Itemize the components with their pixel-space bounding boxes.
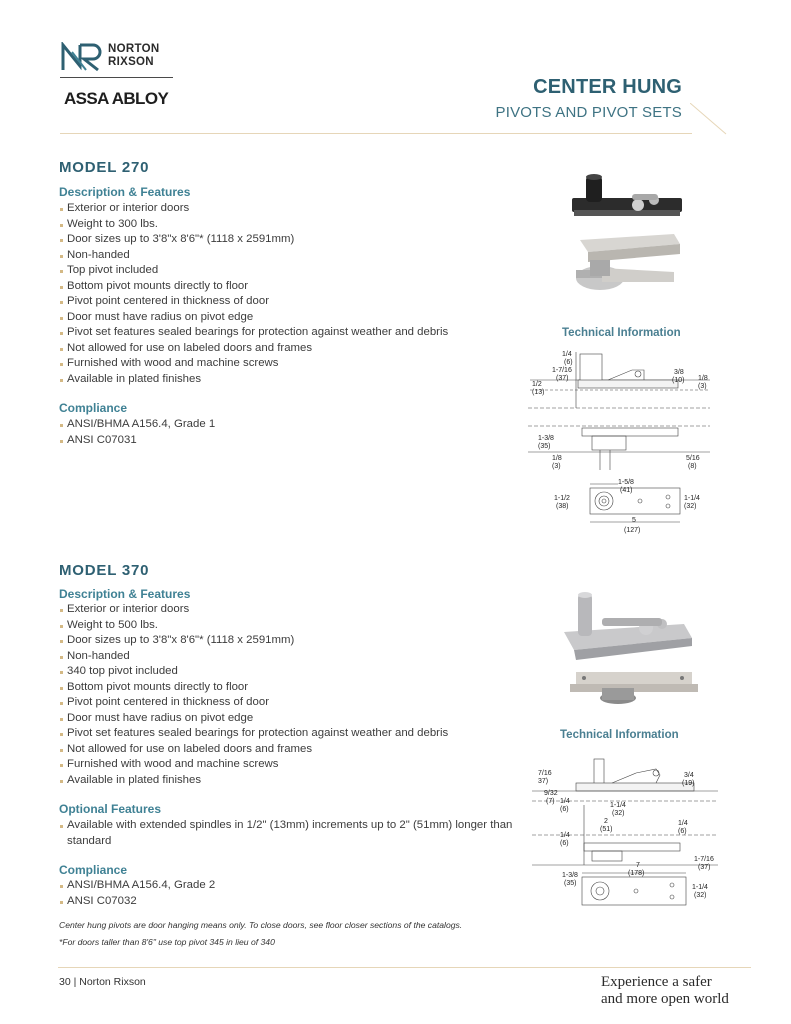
list-item: Door sizes up to 3'8"x 8'6"* (1118 x 2591mm) — [59, 633, 448, 649]
logo-word-rixson: RIXSON — [108, 56, 154, 68]
list-item: Not allowed for use on labeled doors and frames — [59, 341, 448, 357]
list-item: Pivot set features sealed bearings for protection against weather and debris — [59, 325, 448, 341]
dim-label: (32) — [612, 810, 625, 817]
dim-label: 7/16 — [538, 770, 552, 777]
model-270-description-heading: Description & Features — [59, 185, 191, 199]
list-item: Top pivot included — [59, 263, 448, 279]
model-270-compliance-heading: Compliance — [59, 401, 128, 415]
dim-label: (35) — [538, 443, 551, 450]
list-item: 340 top pivot included — [59, 664, 448, 680]
footer-tagline — [601, 974, 729, 1008]
dim-label: 3/4 — [684, 772, 694, 779]
assa-abloy-logo: ASSA ABLOY — [64, 89, 169, 108]
footnote-tall-doors: *For doors taller than 8'6" use top pivot 345 in lieu of 340 — [59, 937, 275, 947]
tagline-line-1: Experience a safer — [601, 974, 712, 990]
model-270-product-photo — [562, 170, 687, 300]
page-subtitle: PIVOTS AND PIVOT SETS — [495, 104, 682, 121]
dim-label: 5 — [632, 517, 636, 524]
list-item: Available in plated finishes — [59, 372, 448, 388]
list-item: Pivot point centered in thickness of door — [59, 294, 448, 310]
footnote-closers: Center hung pivots are door hanging means only. To close doors, see floor closer sections of the catalogs. — [59, 920, 463, 930]
dim-label: 2 — [604, 818, 608, 825]
list-item: Not allowed for use on labeled doors and frames — [59, 742, 448, 758]
dim-label: (32) — [684, 503, 697, 510]
dim-label: 9/32 — [544, 790, 558, 797]
model-370-tech-info-title: Technical Information — [560, 729, 679, 741]
list-item: Door must have radius on pivot edge — [59, 310, 448, 326]
model-370-product-photo — [554, 588, 699, 718]
footer-divider — [58, 967, 751, 968]
dim-label: (6) — [678, 828, 687, 835]
dim-label: 1/8 — [552, 455, 562, 462]
dim-label: 1/4 — [678, 820, 688, 827]
dim-label: 3/8 — [674, 369, 684, 376]
header-accent-line — [690, 103, 730, 135]
list-item: Weight to 500 lbs. — [59, 618, 448, 634]
list-item: Weight to 300 lbs. — [59, 217, 448, 233]
dim-label: (51) — [600, 826, 613, 833]
model-270-tech-info-title: Technical Information — [562, 327, 681, 339]
dim-label: 1-1/4 — [692, 884, 708, 891]
logo-wordmark — [108, 43, 159, 69]
header-divider — [60, 133, 692, 134]
dim-label: 37) — [538, 778, 549, 785]
model-270-compliance-list — [59, 417, 215, 448]
list-item: ANSI C07032 — [59, 894, 215, 910]
dim-label: 1-5/8 — [618, 479, 634, 486]
dim-label: (41) — [620, 487, 633, 494]
dim-label: (3) — [698, 383, 707, 390]
model-370-optional-list — [59, 818, 539, 849]
dim-label: (8) — [688, 463, 697, 470]
model-370-compliance-heading: Compliance — [59, 863, 128, 877]
list-item: ANSI/BHMA A156.4, Grade 1 — [59, 417, 215, 433]
dim-label: (6) — [560, 806, 569, 813]
list-item: Pivot set features sealed bearings for protection against weather and debris — [59, 726, 448, 742]
dim-label: (32) — [694, 892, 707, 899]
dim-label: 1-3/8 — [538, 435, 554, 442]
list-item: Bottom pivot mounts directly to floor — [59, 680, 448, 696]
dim-label: 1-1/2 — [554, 495, 570, 502]
dim-label: (37) — [556, 375, 569, 382]
dim-label: 1/2 — [532, 381, 542, 388]
model-270-features-list — [59, 201, 448, 387]
dim-label: (6) — [560, 840, 569, 847]
dim-label: 1-7/16 — [552, 367, 572, 374]
dim-label: 1/4 — [560, 832, 570, 839]
dim-label: 1/4 — [560, 798, 570, 805]
nr-monogram-icon — [60, 42, 106, 72]
dim-label: 1-1/4 — [684, 495, 700, 502]
tagline-line-2: and more open world — [601, 991, 729, 1007]
model-370-title: MODEL 370 — [59, 562, 150, 579]
dim-label: (6) — [564, 359, 573, 366]
list-item: Available in plated finishes — [59, 773, 448, 789]
dim-label: 5/16 — [686, 455, 700, 462]
list-item: Available with extended spindles in 1/2" (13mm) increments up to 2" (51mm) longer than standard — [59, 818, 539, 849]
logo-word-norton: NORTON — [108, 43, 160, 55]
list-item: Furnished with wood and machine screws — [59, 356, 448, 372]
dim-label: (7) — [546, 798, 555, 805]
dim-label: (10) — [672, 377, 685, 384]
model-370-features-list — [59, 602, 448, 788]
dim-label: (13) — [532, 389, 545, 396]
dim-label: (178) — [628, 870, 645, 877]
model-370-optional-heading: Optional Features — [59, 802, 162, 816]
dim-label: 1/8 — [698, 375, 708, 382]
page-number: 30 | Norton Rixson — [59, 976, 146, 988]
dim-label: (127) — [624, 527, 641, 534]
dim-label: (35) — [564, 880, 577, 887]
dim-label: 1-3/8 — [562, 872, 578, 879]
list-item: Non-handed — [59, 649, 448, 665]
list-item: Exterior or interior doors — [59, 602, 448, 618]
model-270-technical-drawing — [528, 346, 713, 540]
model-370-description-heading: Description & Features — [59, 587, 191, 601]
list-item: ANSI C07031 — [59, 433, 215, 449]
dim-label: (38) — [556, 503, 569, 510]
list-item: Door must have radius on pivot edge — [59, 711, 448, 727]
list-item: Door sizes up to 3'8"x 8'6"* (1118 x 2591mm) — [59, 232, 448, 248]
list-item: Furnished with wood and machine screws — [59, 757, 448, 773]
page-title: CENTER HUNG — [533, 76, 682, 98]
model-370-technical-drawing — [532, 755, 724, 911]
dim-label: 1-1/4 — [610, 802, 626, 809]
logo-divider — [60, 77, 173, 78]
dim-label: 7 — [636, 862, 640, 869]
list-item: ANSI/BHMA A156.4, Grade 2 — [59, 878, 215, 894]
model-370-compliance-list — [59, 878, 215, 909]
dim-label: (3) — [552, 463, 561, 470]
list-item: Non-handed — [59, 248, 448, 264]
dim-label: (37) — [698, 864, 711, 871]
model-270-title: MODEL 270 — [59, 159, 150, 176]
dim-label: 1-7/16 — [694, 856, 714, 863]
list-item: Pivot point centered in thickness of door — [59, 695, 448, 711]
dim-label: 1/4 — [562, 351, 572, 358]
list-item: Bottom pivot mounts directly to floor — [59, 279, 448, 295]
dim-label: (19) — [682, 780, 695, 787]
list-item: Exterior or interior doors — [59, 201, 448, 217]
